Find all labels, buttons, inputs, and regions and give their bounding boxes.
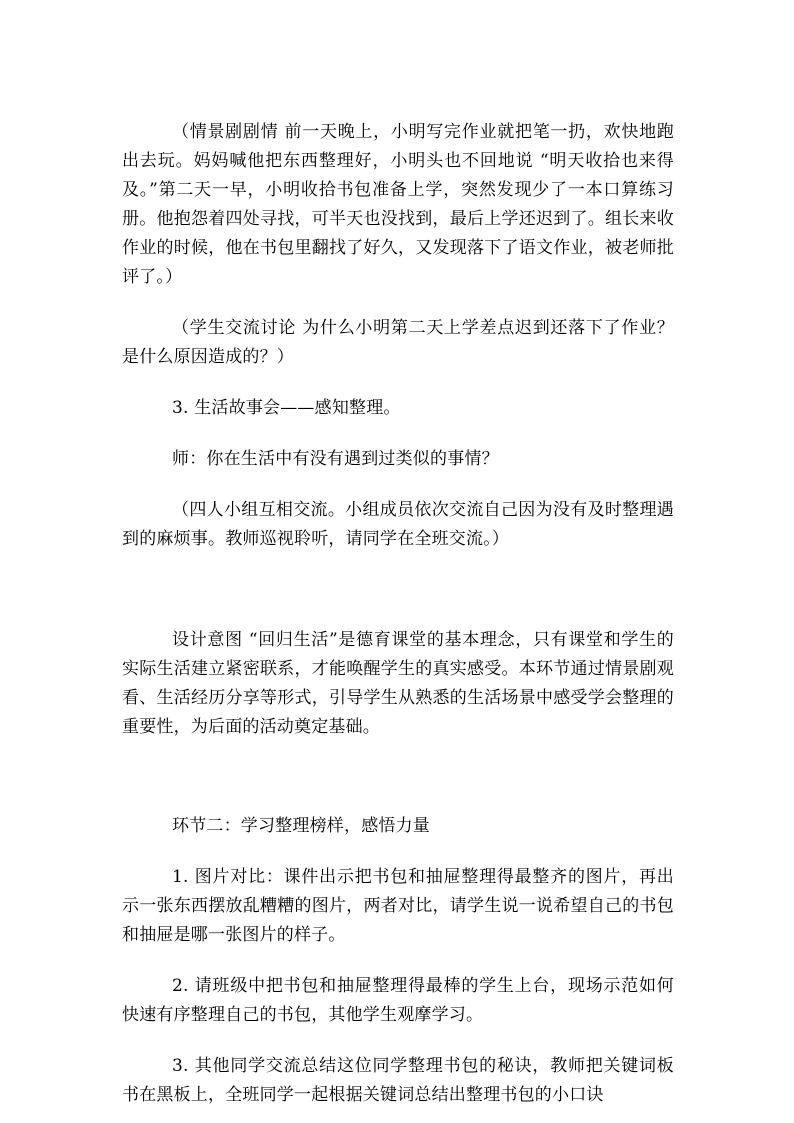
paragraph-discussion: （学生交流讨论 为什么小明第二天上学差点迟到还落下了作业？是什么原因造成的？） [122,318,674,367]
paragraph-group-exchange: （四人小组互相交流。小组成员依次交流自己因为没有及时整理遇到的麻烦事。教师巡视聆听，请同学在全班交流。） [122,500,674,549]
paragraph-picture-comparison: 1. 图片对比：课件出示把书包和抽屉整理得最整齐的图片，再出示一张东西摆放乱糟糟的图片，两者对比，请学生说一说希望自己的书包和抽屉是哪一张图片的样子。 [122,867,674,945]
document-page [122,118,674,1110]
paragraph-summary-tips: 3. 其他同学交流总结这位同学整理书包的秘诀，教师把关键词板书在黑板上，全班同学一起根据关键词总结出整理书包的小口诀 [122,1056,674,1105]
paragraph-story-heading: 3. 生活故事会——感知整理。 [172,398,401,418]
paragraph-skit-plot: （情景剧剧情 前一天晚上，小明写完作业就把笔一扔，欢快地跑出去玩。妈妈喊他把东西整理好，小明头也不回地说 “明天收拾也来得及。”第二天一早，小明收拾书包准备上学，突然发现少了一本口算练习册。他抱怨着四处寻找，可半天也没找到，最后上学还迟到了。组长来收作业的时候，他在书包里翻找了好久，又发现落下了语文作业，被老师批评了。） [122,122,674,287]
paragraph-demonstration: 2. 请班级中把书包和抽屉整理得最棒的学生上台，现场示范如何快速有序整理自己的书包，其他学生观摩学习。 [122,976,674,1025]
paragraph-teacher-question: 师：你在生活中有没有遇到过类似的事情？ [172,449,499,469]
paragraph-design-intent: 设计意图 “回归生活”是德育课堂的基本理念，只有课堂和学生的实际生活建立紧密联系，才能唤醒学生的真实感受。本环节通过情景剧观看、生活经历分享等形式，引导学生从熟悉的生活场景中感受学会整理的重要性，为后面的活动奠定基础。 [122,630,674,737]
section-heading-step-two: 环节二：学习整理榜样，感悟力量 [172,816,430,836]
